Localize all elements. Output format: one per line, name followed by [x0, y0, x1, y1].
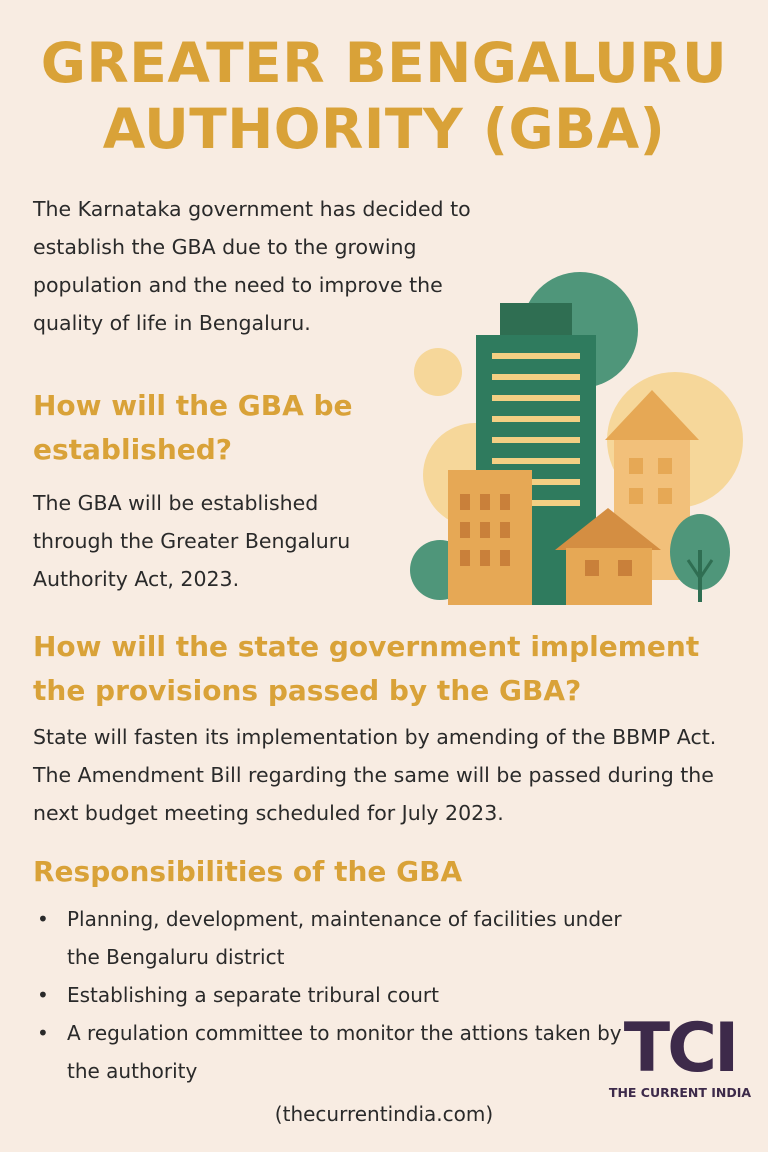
- section2-heading: How will the state government implement the provisions passed by the GBA?: [33, 630, 700, 707]
- tci-logo: [600, 1009, 760, 1100]
- list-item: • Planning, development, maintenance of facilities under the Bengaluru district: [33, 900, 633, 976]
- section1-body: The GBA will be established through the Greater Bengaluru Authority Act, 2023.: [33, 491, 351, 591]
- logo-mark: TCI: [623, 1009, 737, 1088]
- section1-heading: How will the GBA be established?: [33, 389, 353, 466]
- responsibilities-list: [33, 900, 633, 1090]
- page-title: [0, 30, 768, 162]
- list-item: • Establishing a separate tribural court: [33, 976, 633, 1014]
- footer-url: (thecurrentindia.com): [274, 1102, 494, 1126]
- section3-heading: Responsibilities of the GBA: [33, 855, 463, 888]
- intro-paragraph: The Karnataka government has decided to establish the GBA due to the growing population and the need to improve the quality of life in Bengaluru.: [33, 197, 471, 335]
- title-line-1: GREATER BENGALURU: [40, 31, 728, 95]
- section2-body: State will fasten its implementation by amending of the BBMP Act. The Amendment Bill regarding the same will be passed during the next budget meeting scheduled for July 2023.: [33, 725, 717, 825]
- city-buildings-illustration: [400, 260, 745, 609]
- logo-subtitle: THE CURRENT INDIA: [608, 1085, 752, 1100]
- list-item: • A regulation committee to monitor the attions taken by the authority: [33, 1014, 633, 1090]
- title-line-2: AUTHORITY (GBA): [102, 97, 666, 161]
